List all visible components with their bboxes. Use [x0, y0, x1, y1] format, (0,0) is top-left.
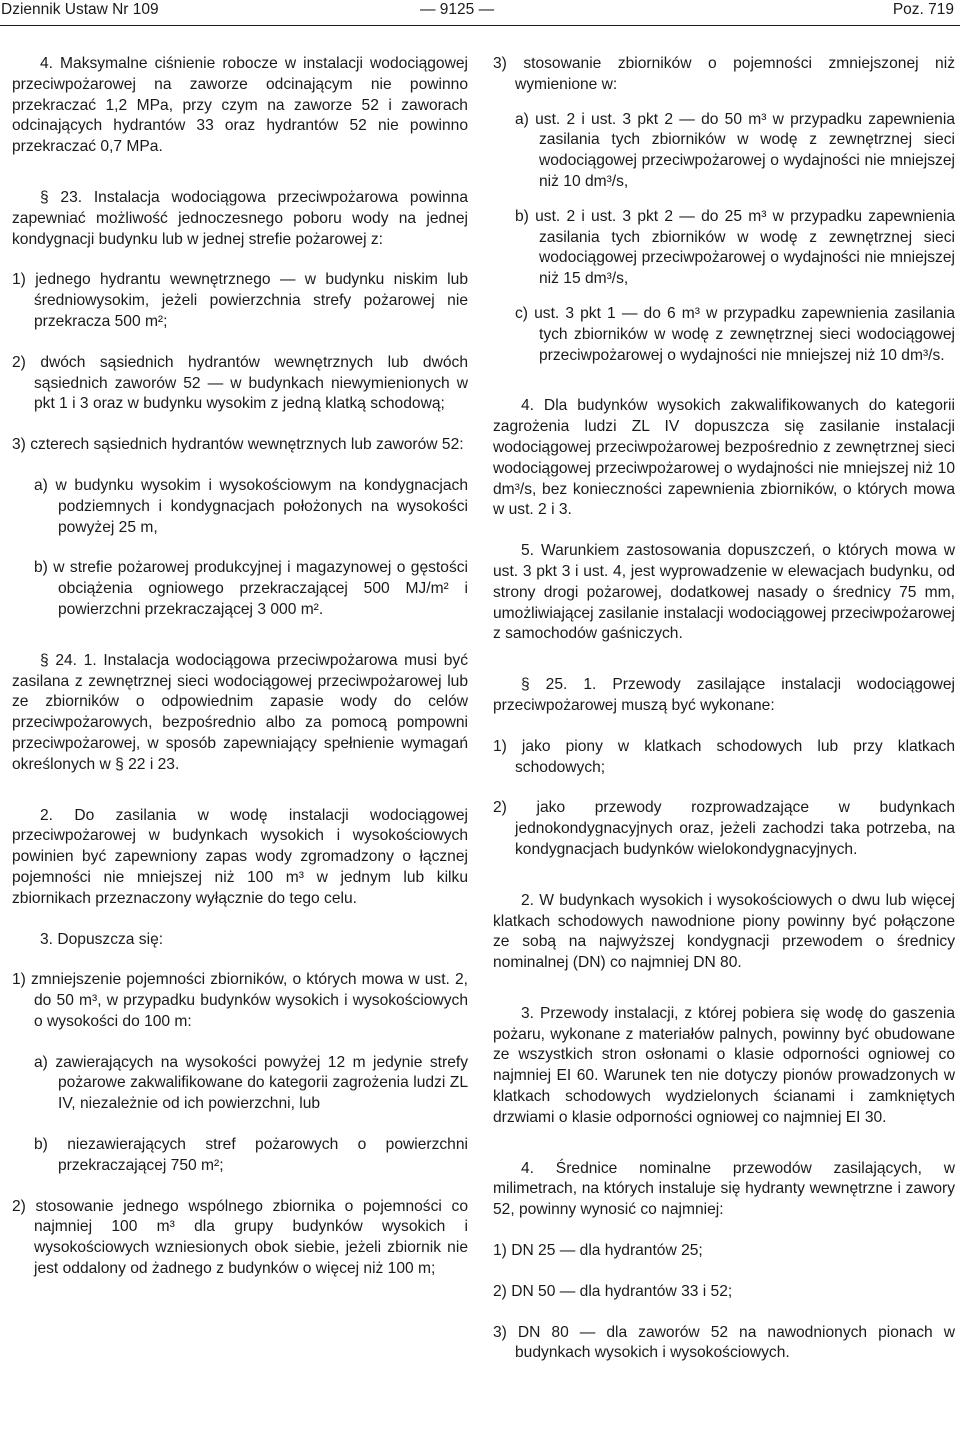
list-subitem: c) ust. 3 pkt 1 — do 6 m³ w przypadku zapewnienia zasilania tych zbiorników w wodę z zewnętrznej sieci wodociągowej przeciwpożarowej o wydajności nie mniejszej niż 10 dm³/s.	[515, 304, 955, 364]
page-header	[0, 0, 960, 22]
list-item: 1) jako piony w klatkach schodowych lub przy klatkach schodowych;	[493, 737, 955, 776]
list-item: 1) jednego hydrantu wewnętrznego — w budynku niskim lub średniowysokim, jeżeli powierzchnia strefy pożarowej nie przekracza 500 m²;	[12, 271, 468, 330]
list-item: 2) jako przewody rozprowadzające w budynkach jednokondygnacyjnych oraz, jeżeli zachodzi taka potrzeba, na kondygnacjach budynków wielokondygnacyjnych.	[493, 799, 955, 858]
position-number: Poz. 719	[892, 1, 954, 18]
list-item: 2) dwóch sąsiednich hydrantów wewnętrznych lub dwóch sąsiednich zaworów 52 — w budynkach niewymienionych w pkt 1 i 3 oraz w budynku wysokim z jedną klatką schodową;	[12, 353, 468, 413]
list-subitem: a) ust. 2 i ust. 3 pkt 2 — do 50 m³ w przypadku zapewnienia zasilania tych zbiorników w wodę z zewnętrznej sieci wodociągowej przeciwpożarowej o wydajności nie mniejszej niż 10 dm³/s,	[515, 110, 955, 190]
page-number: — 9125 —	[420, 1, 495, 18]
paragraph: 4. Dla budynków wysokich zakwalifikowanych do kategorii zagrożenia ludzi ZL IV dopuszcza się zasilanie instalacji wodociągowej przeciwpożarowej bezpośrednio z zewnętrznej sieci wodociągowej przeciwpożarowej o wydajności nie mniejszej niż 10 dm³/s, bez konieczności zapewnienia zbiorników, o których mowa w ust. 2 i 3.	[493, 397, 955, 519]
journal-title: Dziennik Ustaw Nr 109	[1, 1, 159, 18]
list-item: 1) zmniejszenie pojemności zbiorników, o których mowa w ust. 2, do 50 m³, w przypadku budynków wysokich i wysokościowych o wysokości do 100 m:	[12, 971, 468, 1030]
section-23: § 23. Instalacja wodociągowa przeciwpożarowa powinna zapewniać możliwość jednoczesnego poboru wody na jednej kondygnacji budynku lub w jednej strefie pożarowej z:	[12, 188, 468, 248]
paragraph: 3. Przewody instalacji, z której pobiera się wodę do gaszenia pożaru, wykonane z materiałów palnych, powinny być obudowane ze wszystkich stron osłonami o klasie odporności ogniowej co najmniej EI 60. Warunek ten nie dotyczy pionów prowadzonych w klatkach schodowych wydzielonych ścianami i zamkniętych drzwiami o klasie odporności ogniowej co najmniej EI 30.	[493, 1004, 955, 1126]
list-subitem: a) w budynku wysokim i wysokościowym na kondygnacjach podziemnych i kondygnacjach położonych na wysokości powyżej 25 m,	[34, 476, 468, 536]
section-24: § 24. 1. Instalacja wodociągowa przeciwpożarowa musi być zasilana z zewnętrznej sieci wodociągowej przeciwpożarowej lub ze zbiorników o odpowiednim zapasie wody do celów przeciwpożarowych, bezpośrednio albo za pomocą pompowni przeciwpożarowej, w sposób zapewniający spełnienie wymagań określonych w § 22 i 23.	[12, 651, 468, 773]
right-column	[493, 54, 955, 1364]
list-subitem: b) ust. 2 i ust. 3 pkt 2 — do 25 m³ w przypadku zapewnienia zasilania tych zbiorników w wodę z zewnętrznej sieci wodociągowej przeciwpożarowej o wydajności nie mniejszej niż 15 dm³/s,	[515, 207, 955, 288]
paragraph: 2. Do zasilania w wodę instalacji wodociągowej przeciwpożarowej w budynkach wysokich i wysokościowych powinien być zapewniony zapas wody zgromadzony o łącznej pojemności nie mniejszej niż 100 m³ w jednym lub kilku zbiornikach przeznaczony wyłącznie do tego celu.	[12, 806, 468, 907]
paragraph: 2. W budynkach wysokich i wysokościowych o dwu lub więcej klatkach schodowych nawodnione piony powinny być połączone ze sobą na najwyższej kondygnacji przewodem o średnicy nominalnej (DN) co najmniej DN 80.	[493, 891, 955, 972]
list-item: 3) czterech sąsiednich hydrantów wewnętrznych lub zaworów 52:	[12, 436, 464, 454]
paragraph: 4. Średnice nominalne przewodów zasilających, w milimetrach, na których instaluje się hydranty wewnętrzne i zawory 52, powinny wynosić co najmniej:	[493, 1159, 955, 1219]
paragraph: 4. Maksymalne ciśnienie robocze w instalacji wodociągowej przeciwpożarowej na zaworze odcinającym nie powinno przekraczać 1,2 MPa, przy czym na zaworze 52 i zaworach odcinających hydrantów 33 oraz hydrantów 52 nie powinno przekraczać 0,7 MPa.	[12, 55, 468, 156]
list-item: 3) DN 80 — dla zaworów 52 na nawodnionych pionach w budynkach wysokich i wysokościowych.	[493, 1323, 955, 1362]
paragraph: 5. Warunkiem zastosowania dopuszczeń, o których mowa w ust. 3 pkt 3 i ust. 4, jest wyprowadzenie w elewacjach budynku, od strony drogi pożarowej, dodatkowej nasady o średnicy 75 mm, umożliwiającej zasilanie instalacji wodociągowej przeciwpożarowej z samochodów gaśniczych.	[493, 542, 955, 643]
paragraph: 3. Dopuszcza się:	[40, 930, 164, 948]
header-divider	[0, 25, 960, 26]
list-subitem: a) zawierających na wysokości powyżej 12 m jedynie strefy pożarowe zakwalifikowane do kategorii zagrożenia ludzi ZL IV, niezależnie od ich powierzchni, lub	[34, 1053, 468, 1113]
list-item: 1) DN 25 — dla hydrantów 25;	[493, 1242, 703, 1260]
list-item: 3) stosowanie zbiorników o pojemności zmniejszonej niż wymienione w:	[493, 55, 955, 93]
left-column	[12, 54, 468, 1280]
list-item: 2) stosowanie jednego wspólnego zbiornika o pojemności co najmniej 100 m³ dla grupy budynków wysokich i wysokościowych wzniesionych obok siebie, jeżeli zbiornik nie jest oddalony od żadnego z budynków o więcej niż 100 m;	[12, 1197, 468, 1278]
list-subitem: b) w strefie pożarowej produkcyjnej i magazynowej o gęstości obciążenia ogniowego przekraczającej 500 MJ/m² i powierzchni przekraczającej 3 000 m².	[34, 559, 468, 618]
list-item: 2) DN 50 — dla hydrantów 33 i 52;	[493, 1282, 733, 1300]
section-25: § 25. 1. Przewody zasilające instalacji wodociągowej przeciwpożarowej muszą być wykonane:	[493, 676, 955, 714]
list-subitem: b) niezawierających stref pożarowych o powierzchni przekraczającej 750 m²;	[34, 1136, 468, 1174]
